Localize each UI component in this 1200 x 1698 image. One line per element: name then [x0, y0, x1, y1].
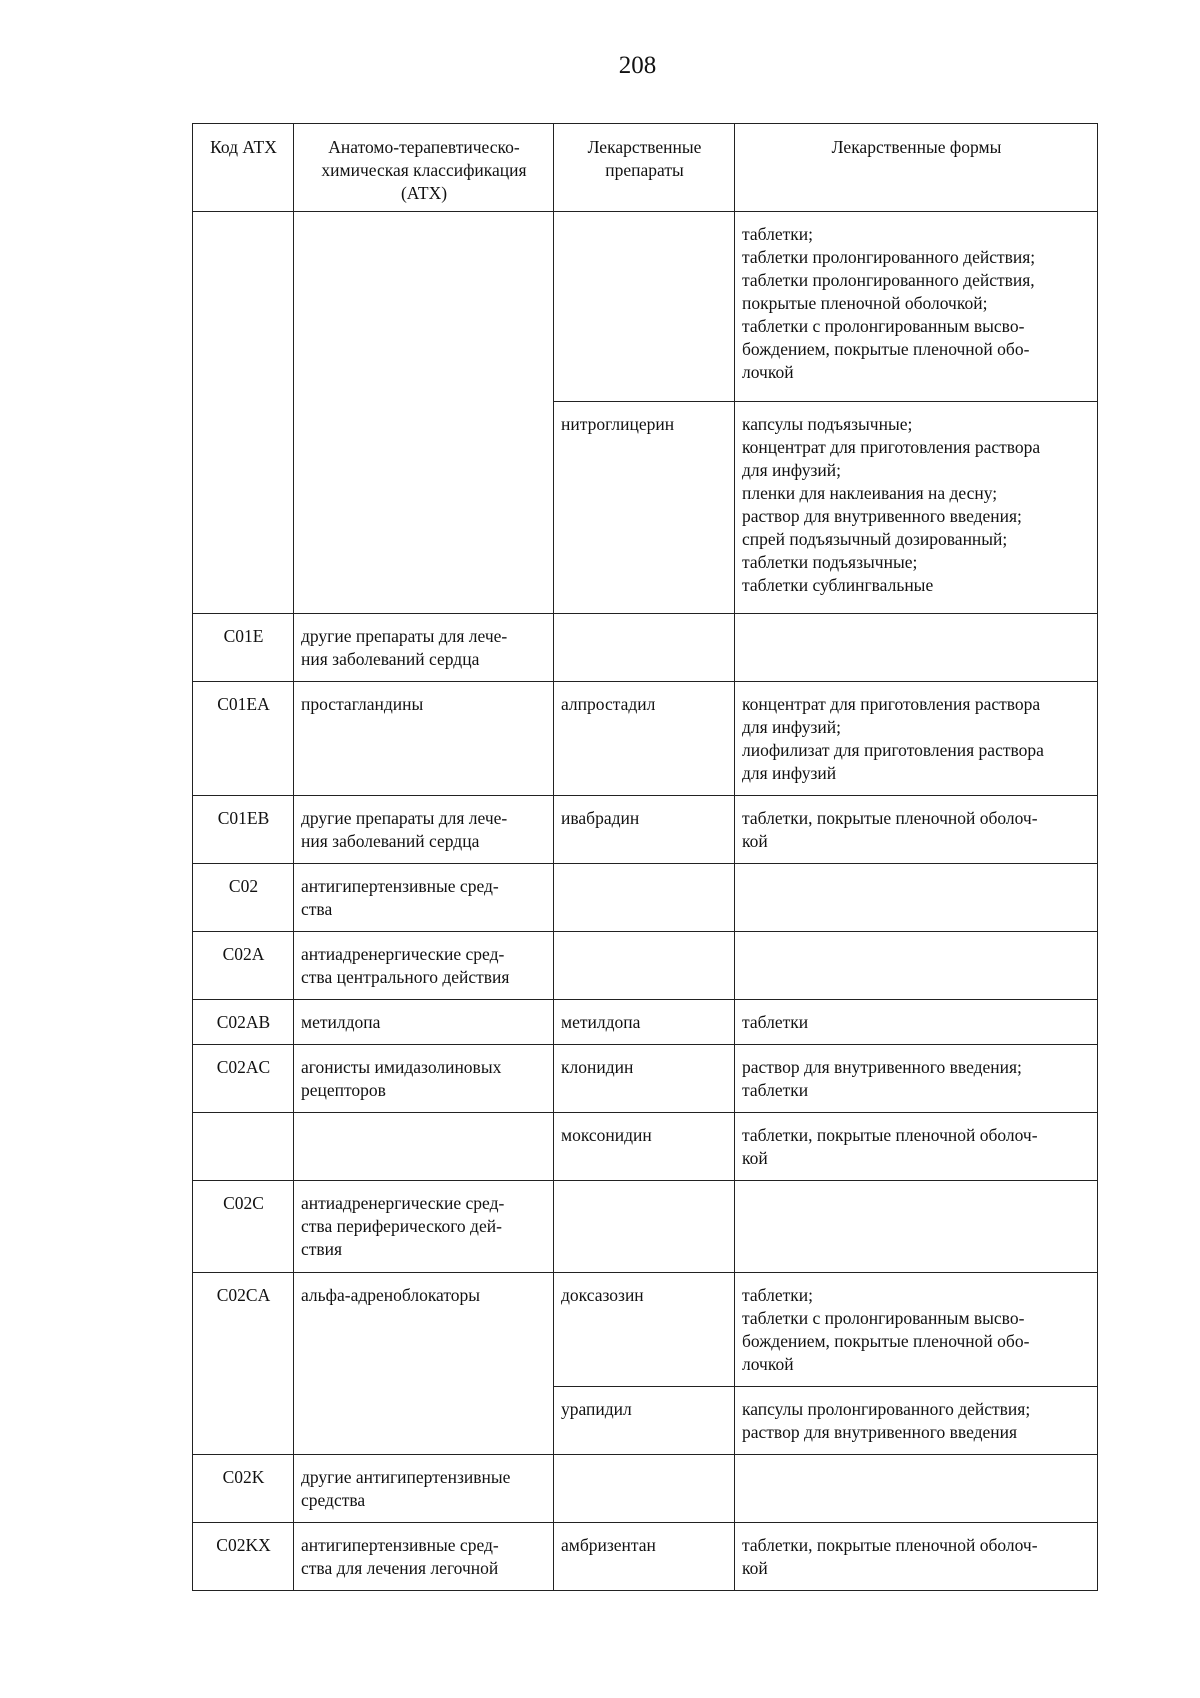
- table-header-row: [193, 124, 1098, 212]
- dosage-forms: капсулы пролонгированного действия; раствор для внутривенного введения: [735, 1387, 1098, 1455]
- table-row: [193, 1113, 1098, 1181]
- atx-code: C02CA: [193, 1273, 294, 1455]
- dosage-forms: таблетки: [735, 1000, 1098, 1045]
- dosage-forms: раствор для внутривенного введения; таблетки: [735, 1045, 1098, 1113]
- table-row: [193, 1045, 1098, 1113]
- table-row: [193, 1273, 1098, 1387]
- atx-classification: антигипертензивные сред- ства: [294, 864, 554, 932]
- dosage-forms: таблетки, покрытые пленочной оболоч- кой: [735, 796, 1098, 864]
- table-row: [193, 1000, 1098, 1045]
- dosage-forms: таблетки; таблетки с пролонгированным высво- бождением, покрытые пленочной обо- лочкой: [735, 1273, 1098, 1387]
- drug-name: амбризентан: [554, 1523, 735, 1591]
- drug-name: [554, 212, 735, 402]
- atx-classification: другие препараты для лече- ния заболеваний сердца: [294, 614, 554, 682]
- atx-classification: [294, 212, 554, 614]
- dosage-forms: [735, 864, 1098, 932]
- drug-name: ивабрадин: [554, 796, 735, 864]
- drug-name: [554, 614, 735, 682]
- atx-code: C01EB: [193, 796, 294, 864]
- drug-name: [554, 1455, 735, 1523]
- drug-name: [554, 1181, 735, 1273]
- atx-classification: антиадренергические сред- ства периферического дей- ствия: [294, 1181, 554, 1273]
- dosage-forms: таблетки, покрытые пленочной оболоч- кой: [735, 1113, 1098, 1181]
- atx-code: C02C: [193, 1181, 294, 1273]
- atx-code: [193, 1113, 294, 1181]
- dosage-forms: [735, 1455, 1098, 1523]
- atx-table: [192, 123, 1098, 1591]
- drug-name: доксазозин: [554, 1273, 735, 1387]
- table-row: [193, 1523, 1098, 1591]
- atx-code: C02KX: [193, 1523, 294, 1591]
- drug-name: моксонидин: [554, 1113, 735, 1181]
- dosage-forms: таблетки, покрытые пленочной оболоч- кой: [735, 1523, 1098, 1591]
- atx-code: C02AB: [193, 1000, 294, 1045]
- atx-code: C02: [193, 864, 294, 932]
- header-drugs: Лекарственные препараты: [554, 124, 735, 212]
- atx-code: C02AC: [193, 1045, 294, 1113]
- dosage-forms: [735, 1181, 1098, 1273]
- table-row: [193, 682, 1098, 796]
- atx-classification: другие антигипертензивные средства: [294, 1455, 554, 1523]
- dosage-forms: [735, 614, 1098, 682]
- drug-name: урапидил: [554, 1387, 735, 1455]
- drug-name: [554, 932, 735, 1000]
- drug-name: клонидин: [554, 1045, 735, 1113]
- atx-classification: другие препараты для лече- ния заболеваний сердца: [294, 796, 554, 864]
- drug-name: метилдопа: [554, 1000, 735, 1045]
- dosage-forms: [735, 932, 1098, 1000]
- atx-code: [193, 212, 294, 614]
- table-row: [193, 796, 1098, 864]
- table-row: [193, 864, 1098, 932]
- table-row: [193, 614, 1098, 682]
- dosage-forms: концентрат для приготовления раствора для инфузий; лиофилизат для приготовления раствора для инфузий: [735, 682, 1098, 796]
- drug-name: нитроглицерин: [554, 402, 735, 614]
- dosage-forms: таблетки; таблетки пролонгированного действия; таблетки пролонгированного действия, покрытые пленочной оболочкой; таблетки с пролонгированным высво- бождением, покрытые пленочной обо- лочкой: [735, 212, 1098, 402]
- dosage-forms: капсулы подъязычные; концентрат для приготовления раствора для инфузий; пленки для наклеивания на десну; раствор для внутривенного введения; спрей подъязычный дозированный; таблетки подъязычные; таблетки сублингвальные: [735, 402, 1098, 614]
- table-row: [193, 1455, 1098, 1523]
- table-row: [193, 932, 1098, 1000]
- header-classification: Анатомо-терапевтическо- химическая классификация (АТХ): [294, 124, 554, 212]
- table-row: [193, 1181, 1098, 1273]
- header-forms: Лекарственные формы: [735, 124, 1098, 212]
- atx-code: C02K: [193, 1455, 294, 1523]
- page-number: 208: [618, 52, 657, 79]
- atx-classification: простагландины: [294, 682, 554, 796]
- atx-classification: [294, 1113, 554, 1181]
- atx-code: C02A: [193, 932, 294, 1000]
- drug-name: [554, 864, 735, 932]
- table-row: [193, 212, 1098, 402]
- atx-classification: агонисты имидазолиновых рецепторов: [294, 1045, 554, 1113]
- atx-classification: метилдопа: [294, 1000, 554, 1045]
- atx-classification: альфа-адреноблокаторы: [294, 1273, 554, 1455]
- atx-code: C01EA: [193, 682, 294, 796]
- atx-classification: антиадренергические сред- ства центрального действия: [294, 932, 554, 1000]
- drug-name: алпростадил: [554, 682, 735, 796]
- header-code: Код АТХ: [193, 124, 294, 212]
- atx-code: C01E: [193, 614, 294, 682]
- atx-classification: антигипертензивные сред- ства для лечения легочной: [294, 1523, 554, 1591]
